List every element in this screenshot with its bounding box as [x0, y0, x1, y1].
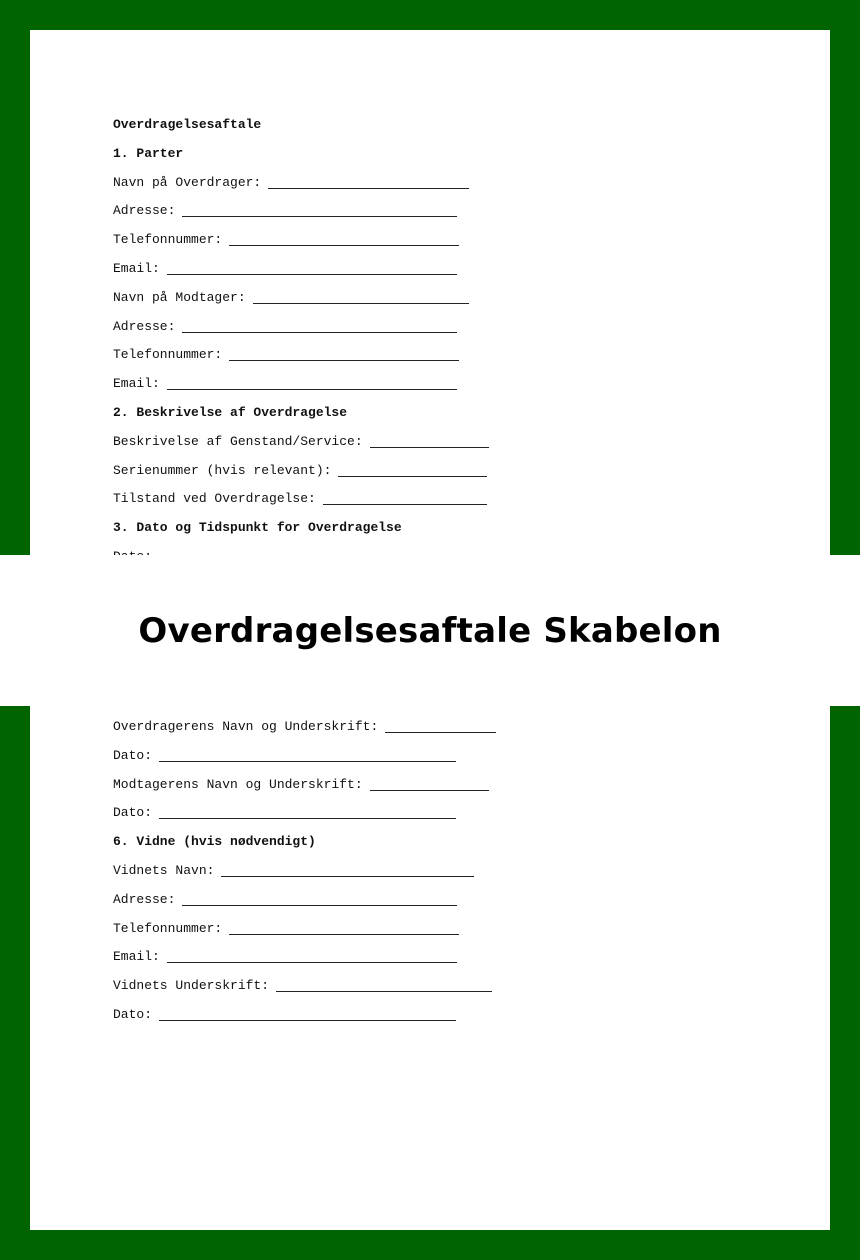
- field-label: Overdragerens Navn og Underskrift:: [113, 719, 379, 734]
- form-field: [113, 806, 753, 835]
- form-field: [113, 377, 753, 406]
- document-page-bottom: [30, 706, 830, 1230]
- form-field: [113, 492, 753, 521]
- fill-in-blank[interactable]: [370, 435, 489, 448]
- fill-in-blank[interactable]: [167, 377, 457, 390]
- form-field: [113, 979, 753, 1008]
- fill-in-blank[interactable]: [268, 176, 469, 189]
- fill-in-blank[interactable]: [221, 864, 474, 877]
- fill-in-blank[interactable]: [182, 320, 457, 333]
- fill-in-blank[interactable]: [159, 749, 456, 762]
- fill-in-blank[interactable]: [167, 262, 457, 275]
- field-label: Telefonnummer:: [113, 920, 223, 936]
- title-banner: [0, 555, 860, 706]
- form-field: [113, 893, 753, 922]
- form-field: [113, 950, 753, 979]
- line-text: 6. Vidne (hvis nødvendigt): [113, 834, 316, 850]
- field-label: Navn på Modtager:: [113, 289, 246, 305]
- form-field: [113, 233, 753, 262]
- field-label: Email:: [113, 376, 160, 392]
- fill-in-blank[interactable]: [182, 204, 457, 217]
- section-heading: [113, 118, 753, 147]
- section-heading: [113, 521, 753, 550]
- fill-in-blank[interactable]: [167, 950, 457, 963]
- fill-in-blank[interactable]: [338, 464, 487, 477]
- form-field: [113, 1008, 753, 1037]
- form-field: [113, 176, 753, 205]
- field-label: Dato:: [113, 747, 153, 763]
- field-label: Adresse:: [113, 318, 176, 334]
- section-heading: [113, 406, 753, 435]
- field-label: Modtagerens Navn og Underskrift:: [113, 776, 363, 792]
- fill-in-blank[interactable]: [229, 922, 459, 935]
- field-label: Telefonnummer:: [113, 347, 223, 363]
- form-field: [113, 720, 753, 749]
- fill-in-blank[interactable]: [385, 720, 496, 733]
- field-label: Beskrivelse af Genstand/Service:: [113, 433, 363, 449]
- form-field: [113, 291, 753, 320]
- fill-in-blank[interactable]: [323, 492, 487, 505]
- fill-in-blank[interactable]: [229, 233, 459, 246]
- field-label: Telefonnummer:: [113, 232, 223, 248]
- field-label: Email:: [113, 949, 160, 965]
- form-field: [113, 464, 753, 493]
- line-text: 1. Parter: [113, 145, 184, 161]
- field-label: Adresse:: [113, 891, 176, 907]
- fill-in-blank[interactable]: [370, 778, 489, 791]
- field-label: Email:: [113, 260, 160, 276]
- document-lines-top: [113, 118, 753, 579]
- form-field: [113, 922, 753, 951]
- fill-in-blank[interactable]: [159, 806, 456, 819]
- field-label: Tilstand ved Overdragelse:: [113, 491, 316, 507]
- field-label: Serienummer (hvis relevant):: [113, 462, 332, 478]
- form-field: [113, 435, 753, 464]
- field-label: Vidnets Underskrift:: [113, 978, 270, 994]
- section-heading: [113, 147, 753, 176]
- form-field: [113, 262, 753, 291]
- field-label: Adresse:: [113, 203, 176, 219]
- line-text: 2. Beskrivelse af Overdragelse: [113, 404, 348, 420]
- document-lines-bottom: [113, 720, 753, 1037]
- banner-title: Overdragelsesaftale Skabelon: [138, 610, 722, 651]
- form-field: [113, 749, 753, 778]
- field-label: Navn på Overdrager:: [113, 174, 262, 190]
- document-page-top: [30, 30, 830, 555]
- fill-in-blank[interactable]: [159, 1008, 456, 1021]
- fill-in-blank[interactable]: [182, 893, 457, 906]
- section-heading: [113, 835, 753, 864]
- line-text: Overdragelsesaftale: [113, 117, 262, 132]
- field-label: Dato:: [113, 1006, 153, 1022]
- form-field: [113, 778, 753, 807]
- field-label: Vidnets Navn:: [113, 862, 215, 878]
- form-field: [113, 320, 753, 349]
- field-label: Dato:: [113, 805, 153, 821]
- form-field: [113, 348, 753, 377]
- form-field: [113, 204, 753, 233]
- fill-in-blank[interactable]: [253, 291, 469, 304]
- fill-in-blank[interactable]: [276, 979, 492, 992]
- fill-in-blank[interactable]: [229, 348, 459, 361]
- line-text: 3. Dato og Tidspunkt for Overdragelse: [113, 520, 402, 536]
- form-field: [113, 864, 753, 893]
